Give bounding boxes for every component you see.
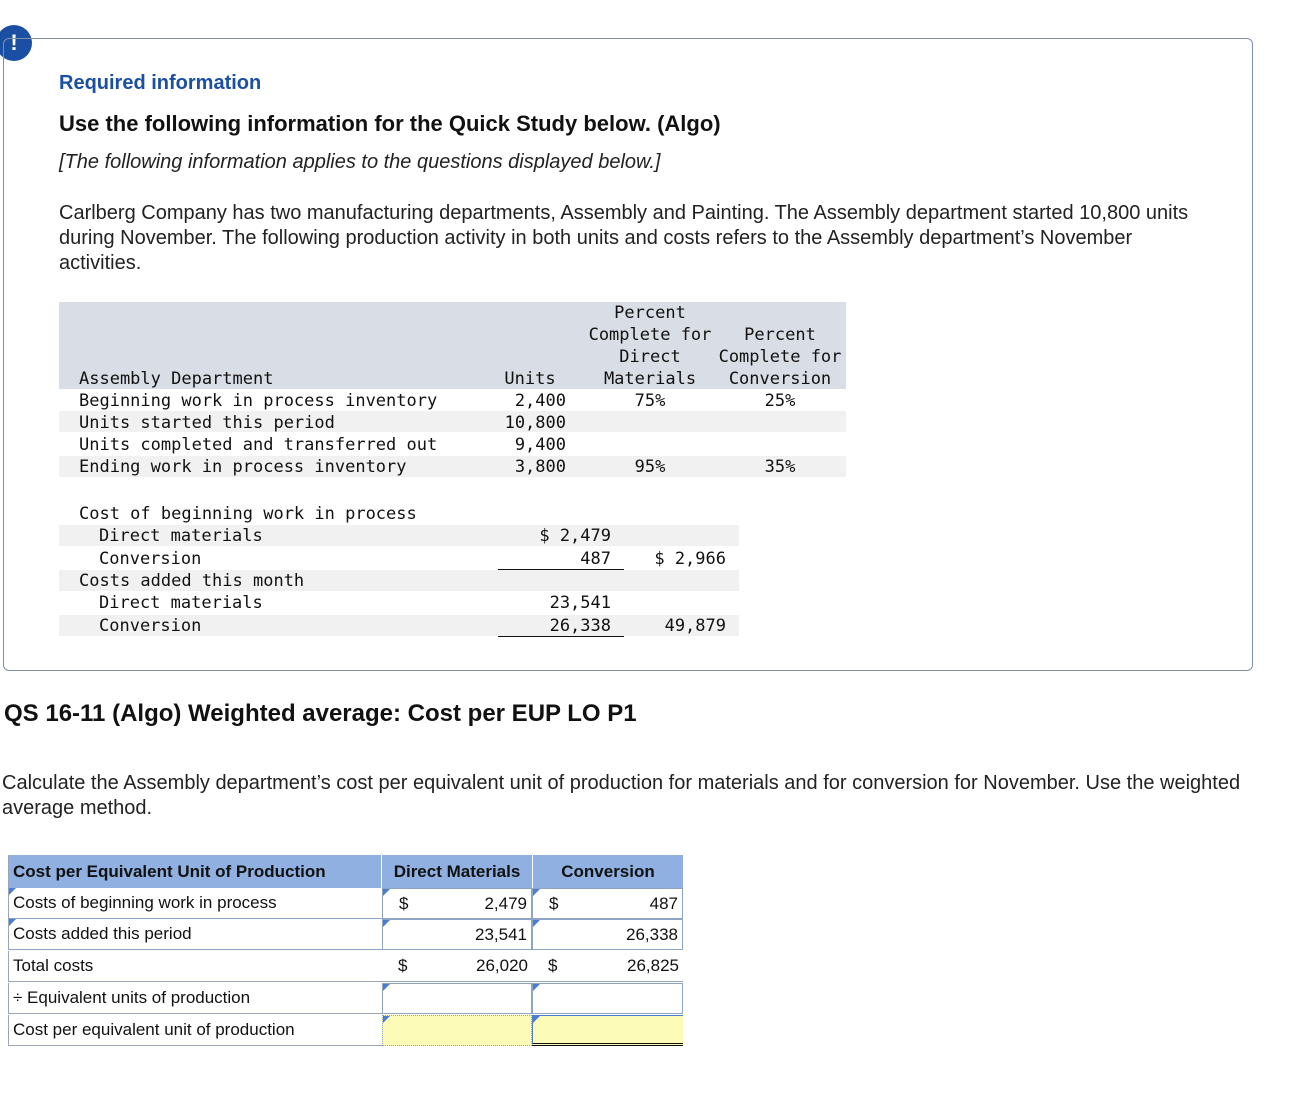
required-information-label: Required information <box>59 72 262 94</box>
answer-row-label <box>8 888 382 919</box>
dm-added-input[interactable] <box>382 919 532 950</box>
row-units: 2,400 <box>514 391 566 411</box>
conv-cost-per-eup-input[interactable] <box>532 1015 683 1046</box>
input-marker-icon <box>533 889 540 896</box>
dollar-sign: $ <box>399 893 409 913</box>
row-dm-percent: 95% <box>634 457 666 477</box>
row-label: Beginning work in process inventory <box>79 391 438 411</box>
quick-study-title: Use the following information for the Quick Study below. (Algo) <box>59 111 721 136</box>
cell-value: 2,479 <box>484 893 527 913</box>
dm-eup-input[interactable] <box>382 983 532 1014</box>
dollar-sign: $ <box>548 956 558 975</box>
input-marker-icon <box>533 1016 540 1023</box>
input-marker-icon <box>383 889 390 896</box>
beginning-total: $ 2,966 <box>654 549 726 569</box>
cell-value: 23,541 <box>475 924 527 944</box>
added-total: 49,879 <box>664 616 726 636</box>
row-label: Ending work in process inventory <box>79 457 407 477</box>
answer-row-label <box>8 983 382 1014</box>
alert-icon: ! <box>0 25 32 61</box>
answer-row-label-text: Costs of beginning work in process <box>13 893 277 912</box>
cell-value: 26,338 <box>626 924 678 944</box>
department-header: Assembly Department <box>79 369 274 389</box>
answer-row-label-text: Total costs <box>13 956 94 975</box>
beginning-wip-header: Cost of beginning work in process <box>79 504 417 524</box>
subtotal-underline <box>498 636 624 637</box>
input-marker-icon <box>9 919 16 926</box>
conv-header-line2: Complete for <box>718 347 842 367</box>
input-marker-icon <box>383 920 390 927</box>
row-units: 10,800 <box>504 413 566 433</box>
answer-row-label-text: Costs added this period <box>13 924 192 943</box>
answer-header-dm: Direct Materials <box>382 855 532 888</box>
conv-header-line1: Percent <box>744 325 816 345</box>
dollar-sign: $ <box>398 956 408 975</box>
added-dm-value: 23,541 <box>549 593 611 613</box>
problem-description: Carlberg Company has two manufacturing departments, Assembly and Painting. The Assembly department started 10,800 units during November. The following production activity in both units and costs refers to the Assembly department’s November activities. <box>59 202 1189 274</box>
row-units: 9,400 <box>514 435 566 455</box>
conv-beginning-input[interactable] <box>532 888 683 919</box>
beginning-conv-value: 487 <box>580 549 611 569</box>
applies-note: [The following information applies to the questions displayed below.] <box>59 151 661 173</box>
units-header: Units <box>504 369 556 389</box>
row-conv-percent: 25% <box>764 391 796 411</box>
question-instructions: Calculate the Assembly department’s cost per equivalent unit of production for materials and for conversion for November. Use the weighted average method. <box>2 772 1241 819</box>
cell-value: 487 <box>649 893 678 913</box>
row-dm-percent: 75% <box>634 391 666 411</box>
answer-row-label-text: Cost per equivalent unit of production <box>13 1020 295 1039</box>
row-label: Units started this period <box>79 413 335 433</box>
input-marker-icon <box>533 984 540 991</box>
beginning-conv-label: Conversion <box>99 549 202 569</box>
dm-beginning-input[interactable] <box>382 888 532 919</box>
conv-added-input[interactable] <box>532 919 683 950</box>
dm-cost-per-eup-input[interactable] <box>382 1015 532 1046</box>
costs-added-header: Costs added this month <box>79 571 305 591</box>
cell-value: 26,825 <box>627 956 679 975</box>
conv-eup-input[interactable] <box>532 983 683 1014</box>
added-conv-value: 26,338 <box>549 616 611 636</box>
cell-value: 26,020 <box>476 956 528 975</box>
dollar-sign: $ <box>549 893 559 913</box>
conv-header-line3: Conversion <box>728 369 832 389</box>
question-title: QS 16-11 (Algo) Weighted average: Cost per EUP LO P1 <box>4 700 637 727</box>
dm-header-line1: Percent <box>614 303 686 323</box>
answer-row-label <box>8 919 382 950</box>
added-dm-label: Direct materials <box>99 593 263 613</box>
dm-header-line2: Complete for <box>588 325 712 345</box>
input-marker-icon <box>383 984 390 991</box>
dm-total-cell <box>382 951 532 982</box>
row-conv-percent: 35% <box>764 457 796 477</box>
answer-header-conv: Conversion <box>532 855 683 888</box>
beginning-dm-label: Direct materials <box>99 526 263 546</box>
answer-row-label <box>8 951 382 982</box>
input-marker-icon <box>9 888 16 895</box>
conv-total-cell <box>532 951 683 982</box>
beginning-dm-value: $ 2,479 <box>539 526 611 546</box>
row-label: Units completed and transferred out <box>79 435 438 455</box>
subtotal-underline <box>498 569 624 570</box>
dm-header-line3: Direct <box>619 347 681 367</box>
added-conv-label: Conversion <box>99 616 202 636</box>
answer-row-label <box>8 1015 382 1046</box>
input-marker-icon <box>533 920 540 927</box>
answer-header-label: Cost per Equivalent Unit of Production <box>8 855 381 888</box>
input-marker-icon <box>383 1016 390 1023</box>
row-units: 3,800 <box>514 457 566 477</box>
answer-row-label-text: ÷ Equivalent units of production <box>13 988 251 1007</box>
dm-header-line4: Materials <box>603 369 697 389</box>
